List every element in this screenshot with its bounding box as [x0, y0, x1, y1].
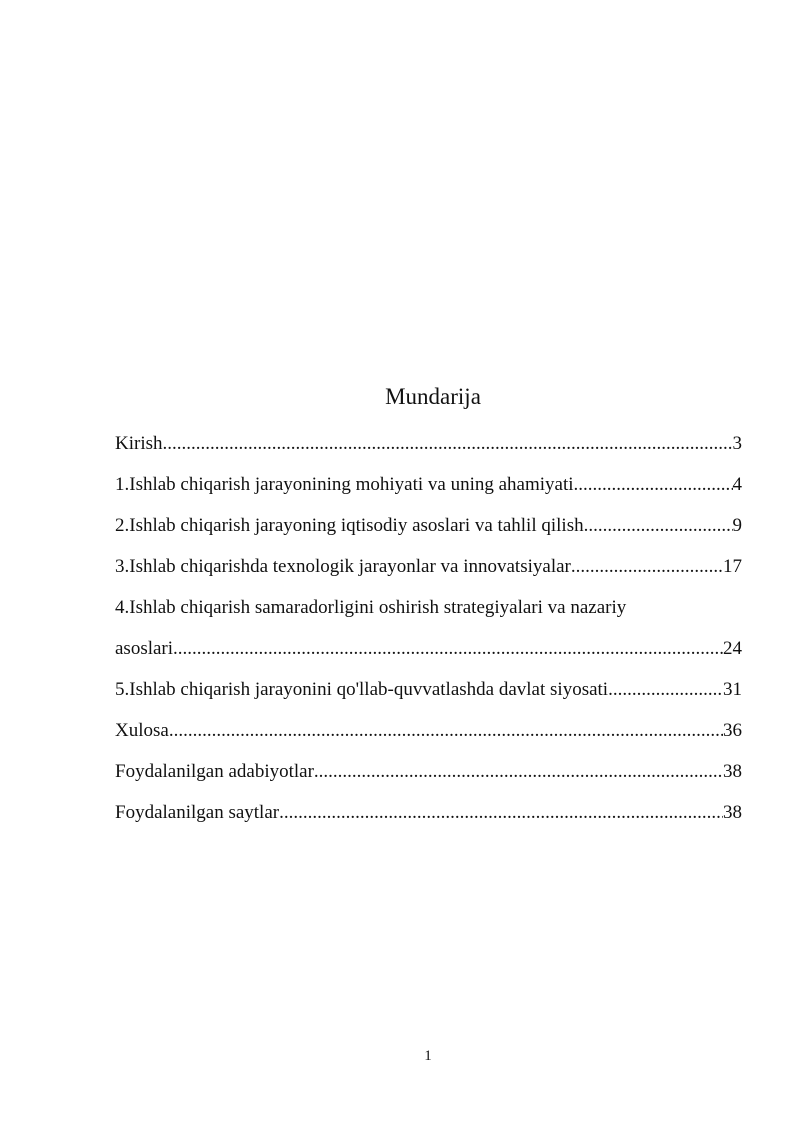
toc-entry-label: 5.Ishlab chiqarish jarayonini qo'llab-quvvatlashda davlat siyosati — [115, 679, 609, 700]
toc-entry-kirish[interactable] — [115, 430, 742, 458]
toc-entry-page: 17 — [723, 556, 742, 577]
toc-entry-page: 38 — [723, 802, 742, 823]
toc-entry-chapter-3[interactable] — [115, 553, 742, 581]
dot-leader — [314, 758, 723, 786]
toc-entry-adabiyotlar[interactable] — [115, 758, 742, 786]
table-of-contents — [115, 430, 742, 827]
toc-entry-page: 9 — [732, 515, 742, 536]
toc-entry-saytlar[interactable] — [115, 799, 742, 827]
dot-leader — [574, 471, 733, 499]
dot-leader — [584, 512, 733, 540]
toc-entry-page: 36 — [723, 720, 742, 741]
toc-title: Mundarija — [385, 384, 481, 409]
toc-entry-label: 3.Ishlab chiqarishda texnologik jarayonlar va innovatsiyalar — [115, 556, 571, 577]
toc-entry-page: 3 — [732, 433, 742, 454]
dot-leader — [169, 717, 723, 745]
toc-entry-page: 4 — [732, 474, 742, 495]
toc-entry-xulosa[interactable] — [115, 717, 742, 745]
toc-entry-page: 31 — [723, 679, 742, 700]
dot-leader — [608, 676, 723, 704]
toc-entry-chapter-4[interactable] — [115, 594, 742, 663]
toc-entry-label: Foydalanilgan adabiyotlar — [115, 761, 314, 782]
toc-entry-label: Xulosa — [115, 720, 169, 741]
toc-entry-chapter-5[interactable] — [115, 676, 742, 704]
toc-entry-chapter-2[interactable] — [115, 512, 742, 540]
dot-leader — [163, 430, 733, 458]
toc-entry-label: Foydalanilgan saytlar — [115, 802, 280, 823]
toc-entry-label: 1.Ishlab chiqarish jarayonining mohiyati va uning ahamiyati — [115, 474, 574, 495]
dot-leader — [173, 635, 723, 663]
toc-entry-label: Kirish — [115, 433, 163, 454]
dot-leader — [279, 799, 723, 827]
toc-entry-chapter-1[interactable] — [115, 471, 742, 499]
page-number: 1 — [424, 1048, 432, 1064]
toc-entry-label-line-2: asoslari — [115, 638, 174, 659]
toc-entry-page: 24 — [723, 638, 742, 659]
toc-entry-page: 38 — [723, 761, 742, 782]
toc-entry-label-line-1: 4.Ishlab chiqarish samaradorligini oshirish strategiyalari va nazariy — [115, 597, 627, 618]
toc-entry-label: 2.Ishlab chiqarish jarayoning iqtisodiy asoslari va tahlil qilish — [115, 515, 584, 536]
dot-leader — [571, 553, 723, 581]
